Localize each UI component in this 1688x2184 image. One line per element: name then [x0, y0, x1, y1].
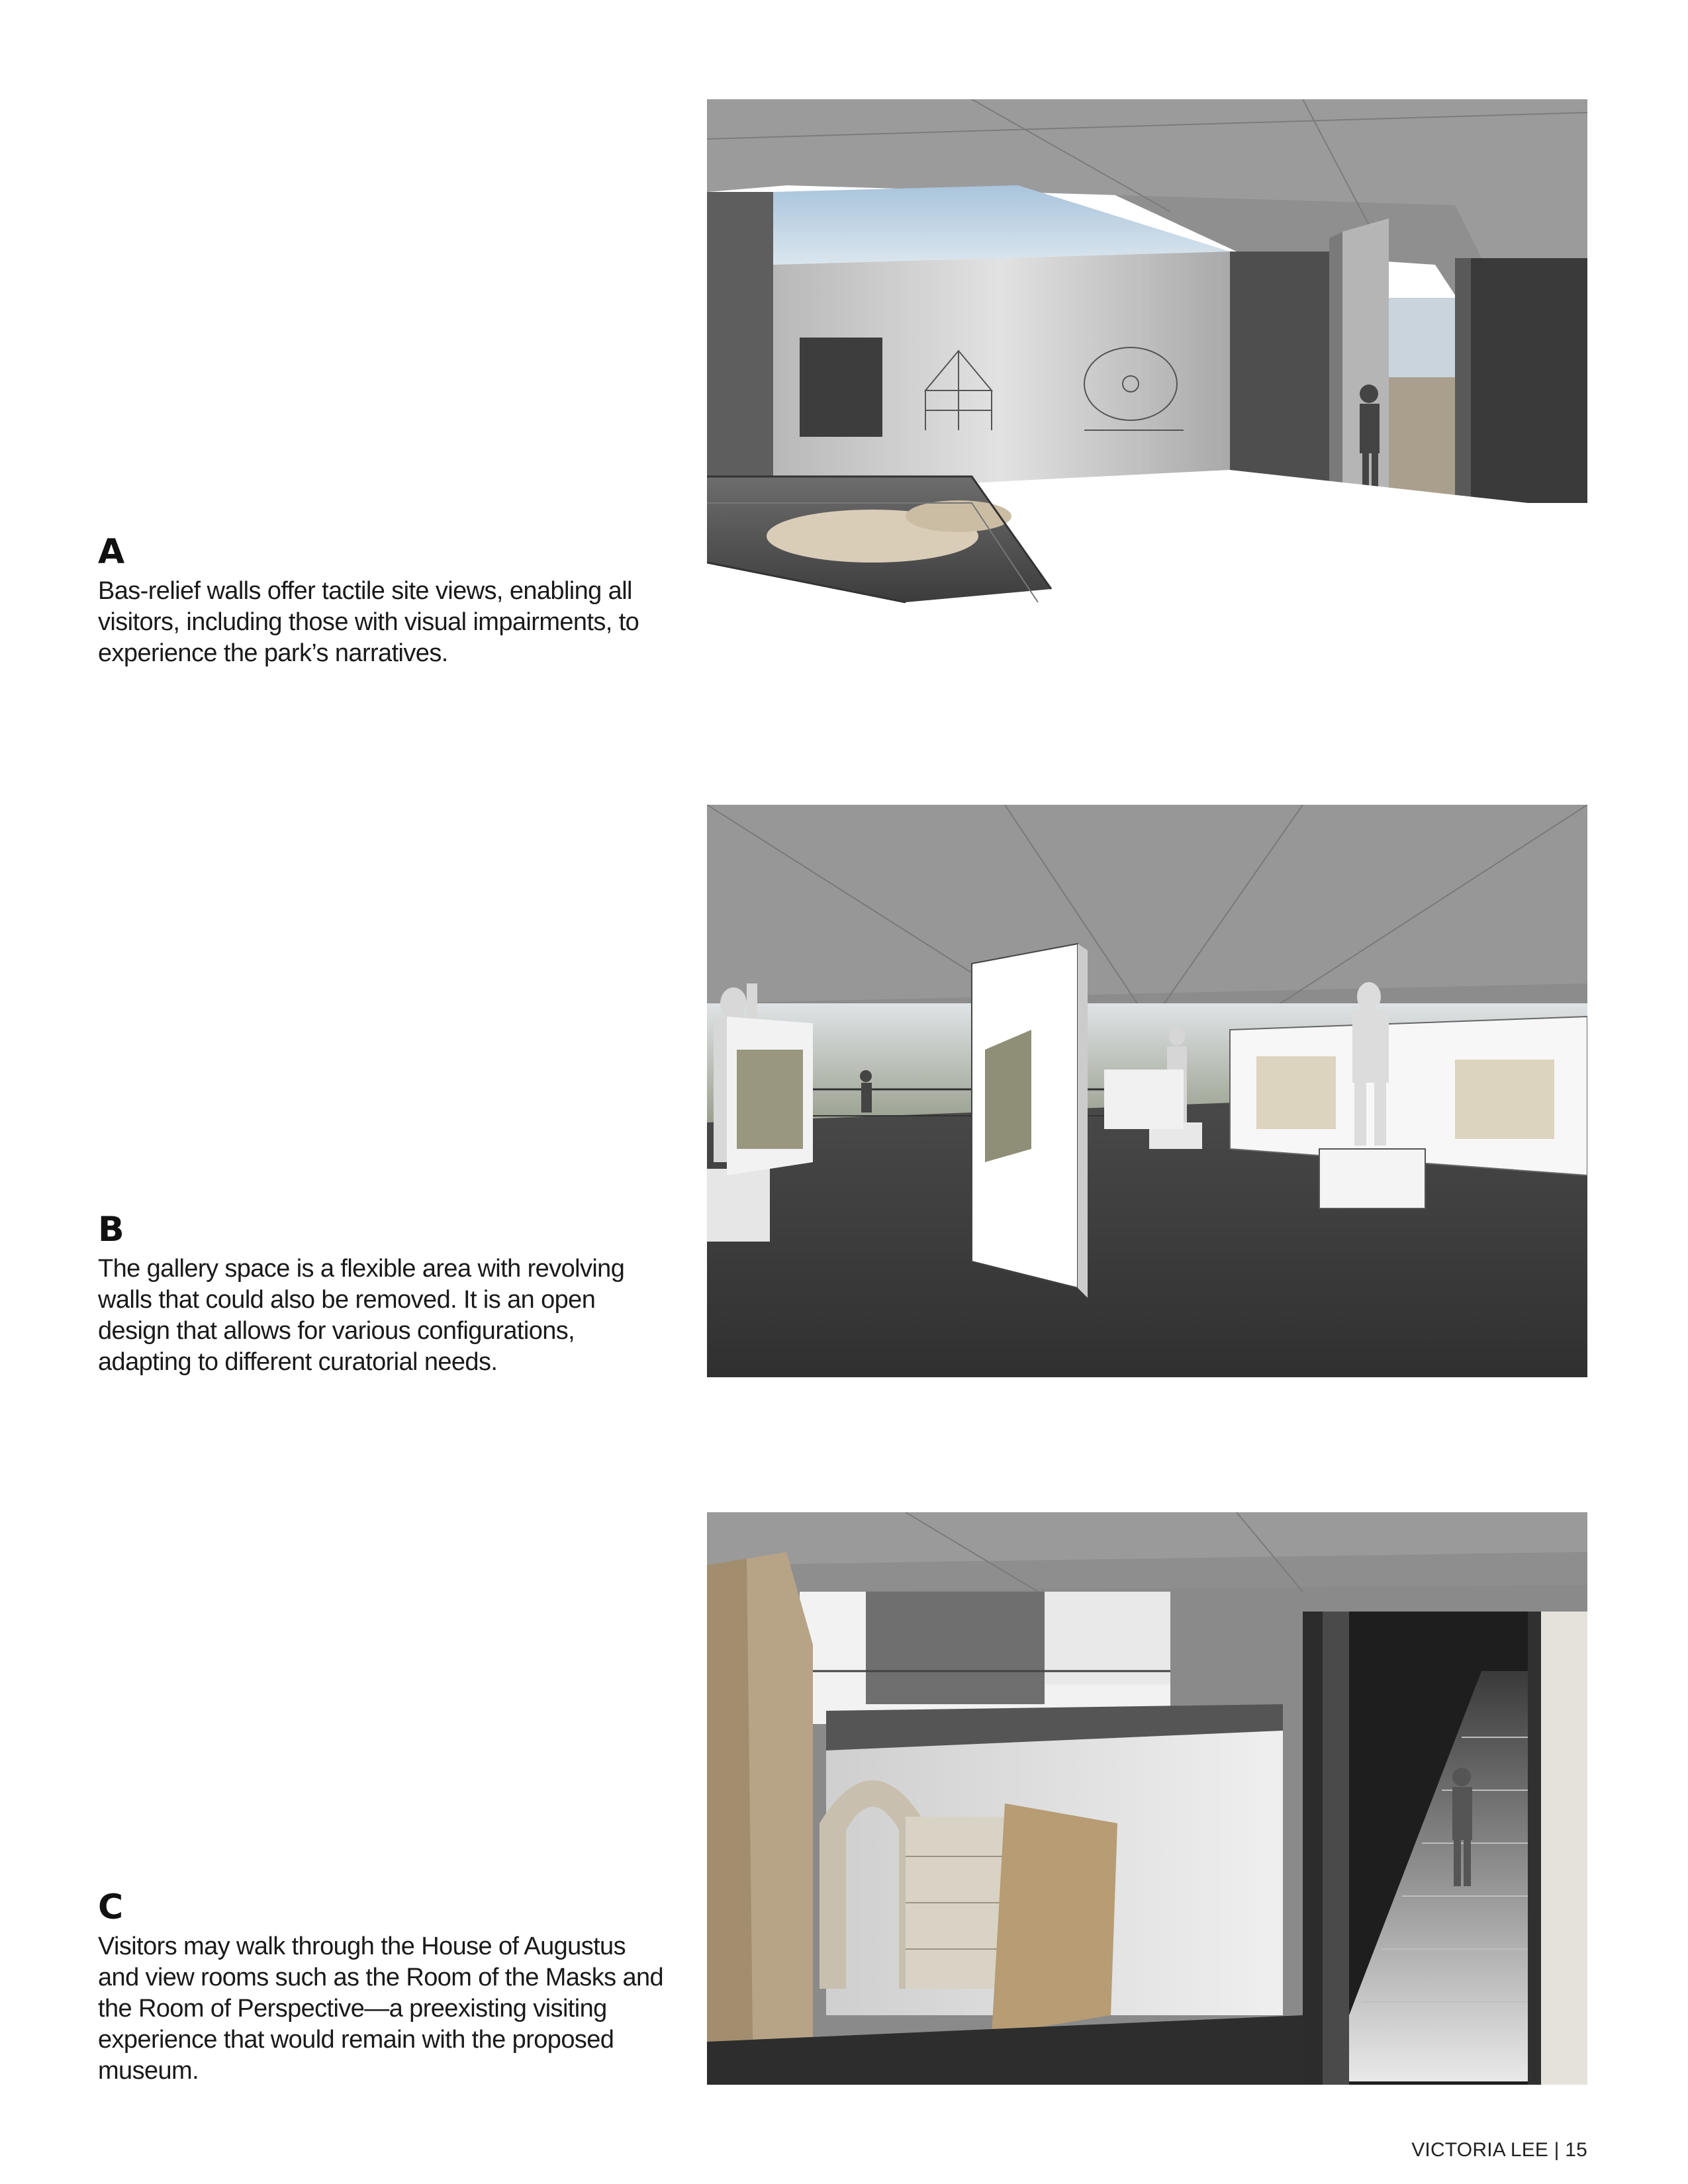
section-c-text: Visitors may walk through the House of Augustus and view rooms such as the Room of the Masks and the Room of Perspective—a preexisting visiting experience that would remain with the proposed museum.	[98, 1933, 664, 2085]
section-a-caption	[98, 532, 667, 669]
section-a-letter: A	[98, 532, 125, 572]
section-b-letter: B	[98, 1210, 124, 1250]
section-c-caption	[98, 1890, 667, 2087]
section-b-caption	[98, 1212, 667, 1378]
rendering-a-bas-relief-gallery	[707, 99, 1587, 672]
page-footer	[1411, 2139, 1587, 2161]
footer-separator: |	[1554, 2139, 1560, 2161]
page-number: 15	[1565, 2139, 1587, 2161]
author-name: VICTORIA LEE	[1411, 2139, 1549, 2161]
section-b-text: The gallery space is a flexible area with revolving walls that could also be removed. It is an open design that allows for various configurations, adapting to different curatorial needs.	[98, 1255, 625, 1376]
rendering-c-house-of-augustus	[707, 1512, 1587, 2085]
section-a-text: Bas-relief walls offer tactile site views, enabling all visitors, including those with visual impairments, to experience the park’s narratives.	[98, 577, 639, 667]
section-c-letter: C	[98, 1888, 124, 1927]
rendering-b-gallery-space	[707, 805, 1587, 1377]
